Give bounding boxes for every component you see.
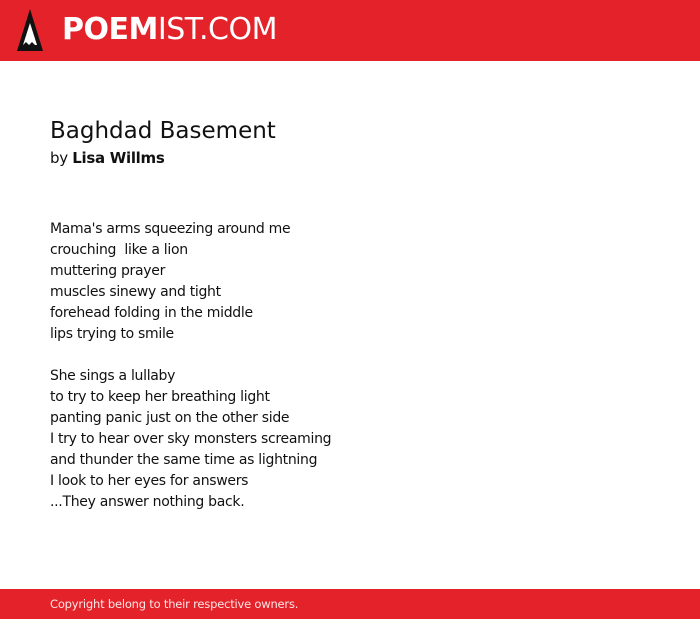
copyright-text: Copyright belong to their respective owners. <box>50 597 299 611</box>
poem-line: I look to her eyes for answers <box>50 473 249 489</box>
site-footer <box>0 589 700 619</box>
site-logo[interactable] <box>62 11 277 49</box>
by-label: by <box>50 149 68 167</box>
poem-line: to try to keep her breathing light <box>50 389 270 405</box>
poem-byline <box>50 148 164 169</box>
logo-bold-text: POEM <box>62 12 158 47</box>
logo-light-text: IST.COM <box>157 12 277 47</box>
author-name: Lisa Willms <box>72 149 165 167</box>
poem-line: lips trying to smile <box>50 326 174 342</box>
site-header <box>0 0 700 61</box>
poem-line: and thunder the same time as lightning <box>50 452 318 468</box>
poem-line: panting panic just on the other side <box>50 410 290 426</box>
poem-line: crouching like a lion <box>50 242 188 258</box>
poem-line: forehead folding in the middle <box>50 305 253 321</box>
poem-line: muscles sinewy and tight <box>50 284 221 300</box>
pencil-icon[interactable] <box>17 9 43 51</box>
stanza <box>50 219 331 345</box>
stanza <box>50 366 331 513</box>
poem-line: ...They answer nothing back. <box>50 494 245 510</box>
poem-line: I try to hear over sky monsters screaming <box>50 431 332 447</box>
poem-body <box>50 219 331 534</box>
poem-line: Mama's arms squeezing around me <box>50 221 291 237</box>
poem-line: She sings a lullaby <box>50 368 176 384</box>
poem-title: Baghdad Basement <box>50 118 276 144</box>
poem-line: muttering prayer <box>50 263 166 279</box>
